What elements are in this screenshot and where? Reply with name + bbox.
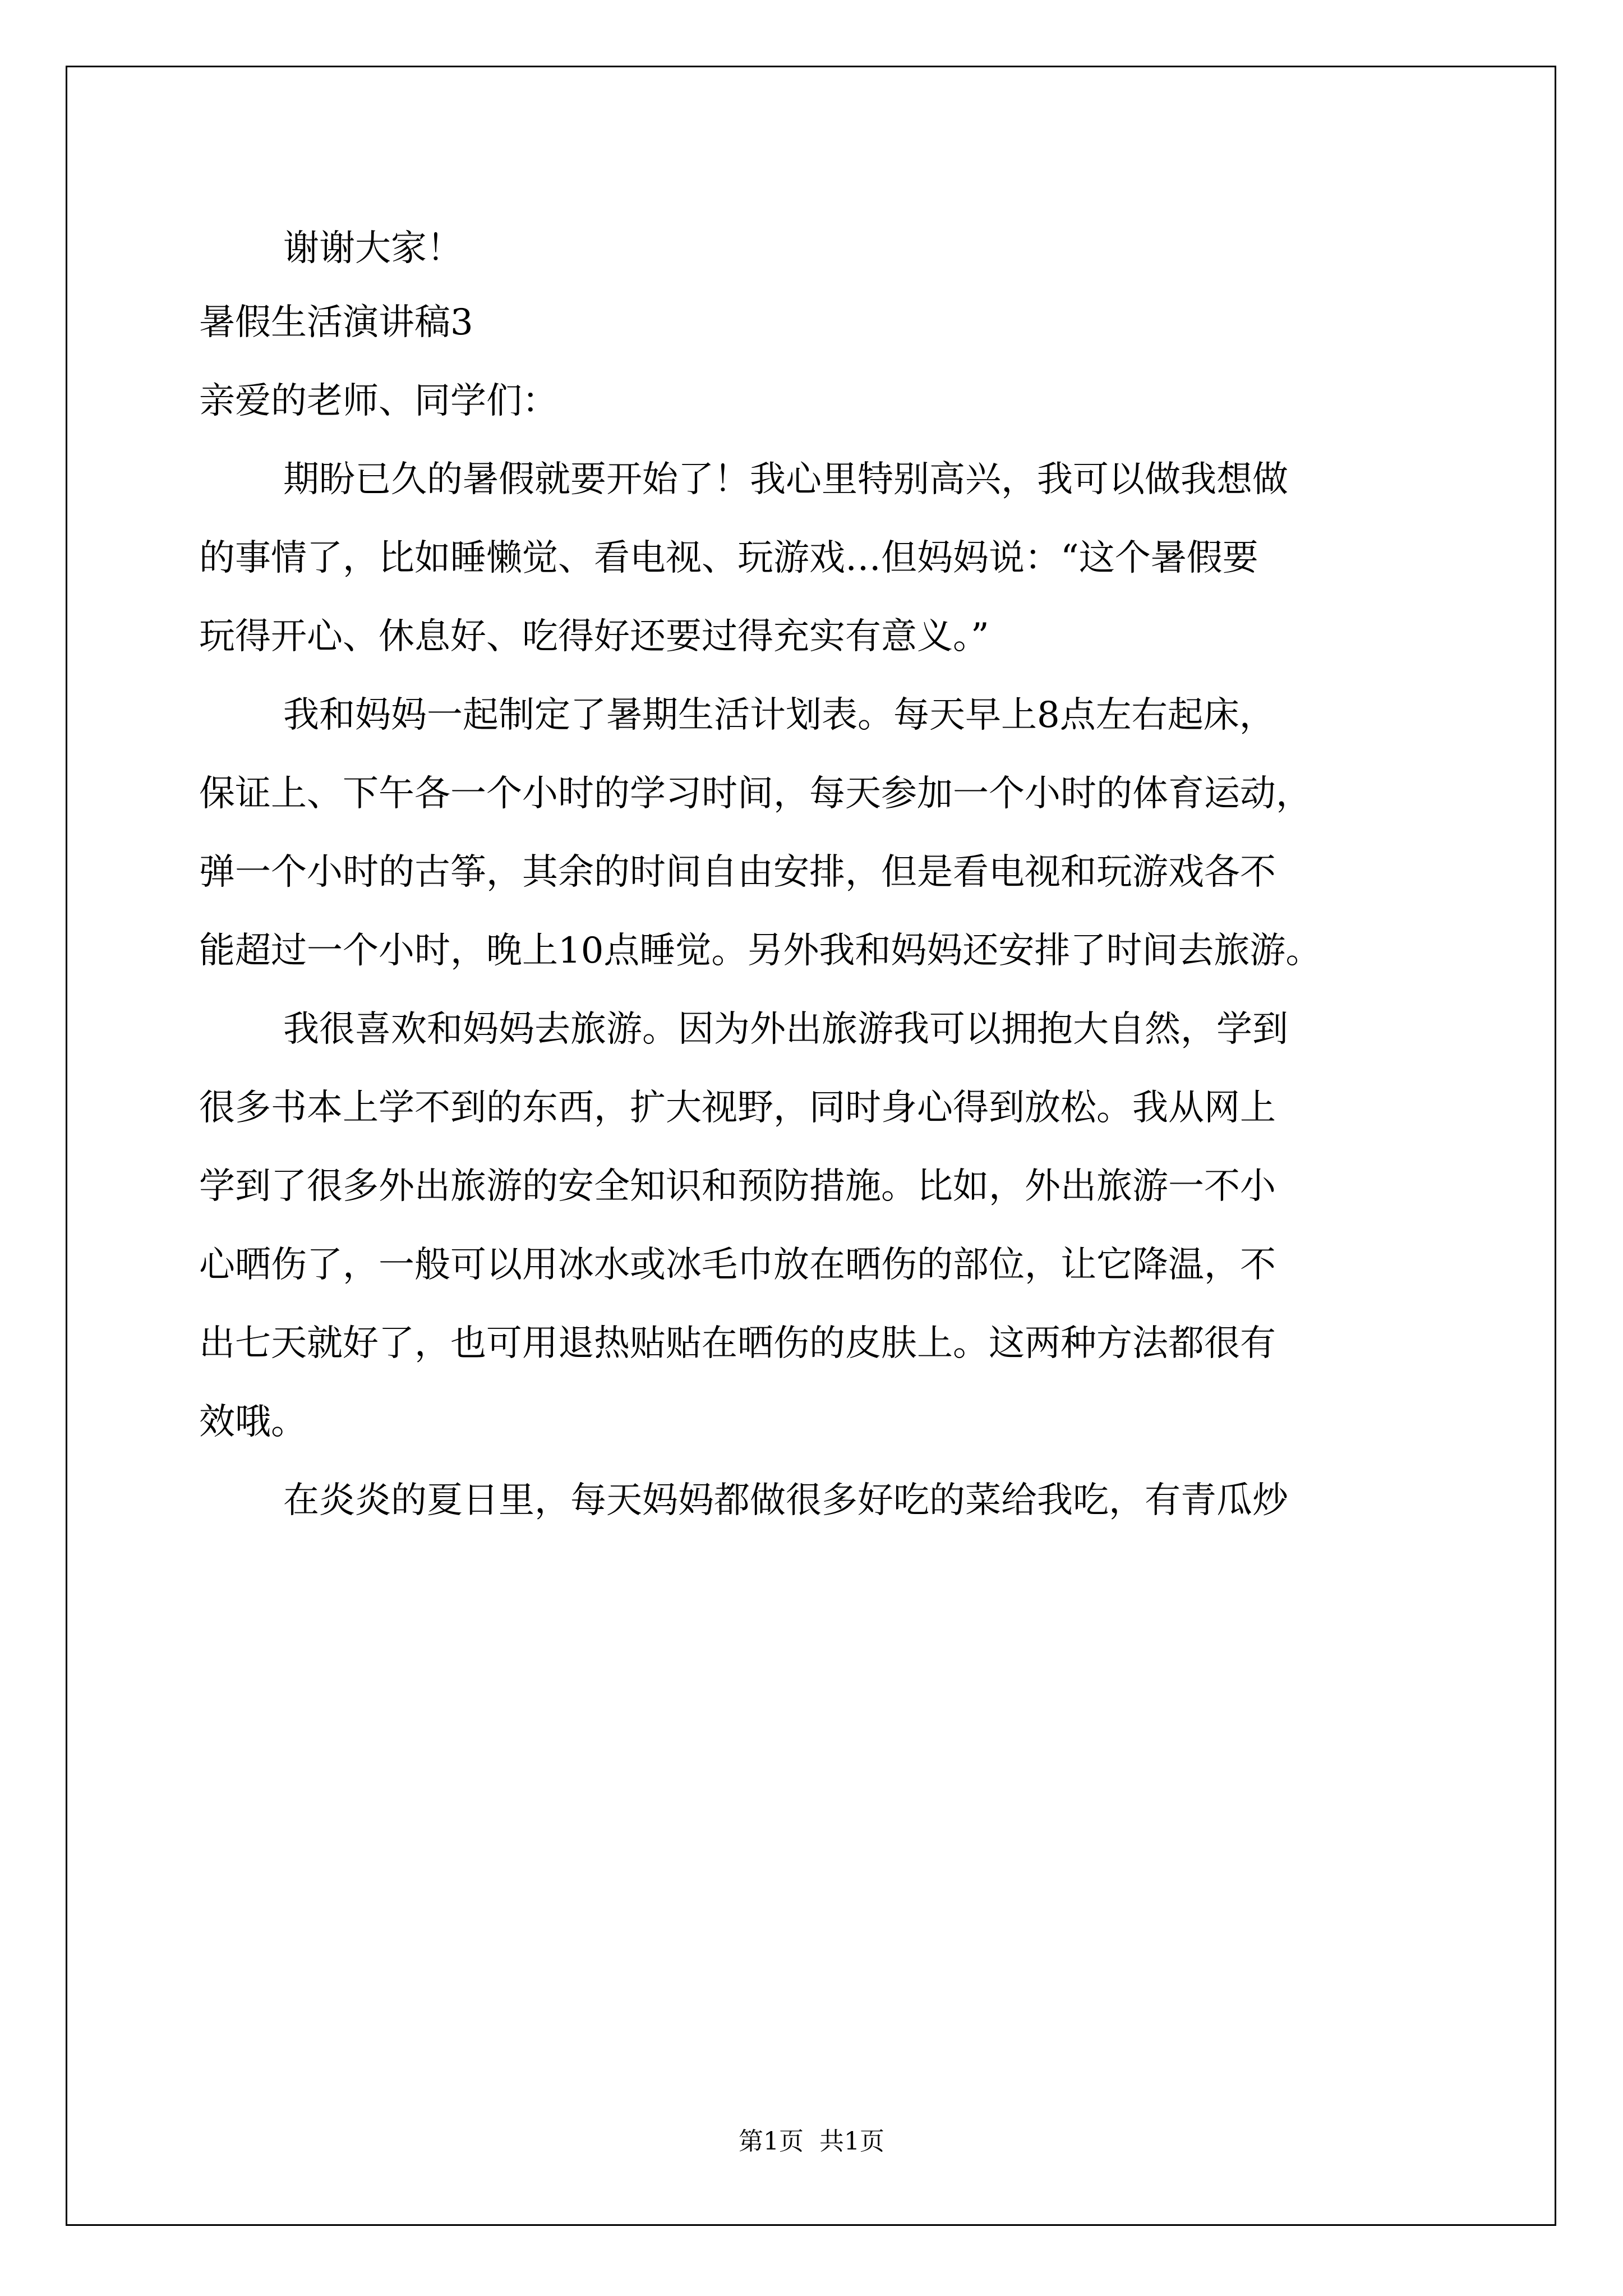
paragraph-line: 能超过一个小时，晚上10点睡觉。另外我和妈妈还安排了时间去旅游。 (199, 930, 1322, 972)
paragraph-line: 弹一个小时的古筝，其余的时间自由安排，但是看电视和玩游戏各不 (199, 852, 1276, 893)
paragraph-line: 学到了很多外出旅游的安全知识和预防措施。比如，外出旅游一不小 (199, 1166, 1276, 1207)
paragraph-line: 效哦。 (199, 1401, 307, 1443)
paragraph-line: 心晒伤了，一般可以用冰水或冰毛巾放在晒伤的部位，让它降温，不 (199, 1244, 1276, 1286)
paragraph-line: 出七天就好了，也可用退热贴贴在晒伤的皮肤上。这两种方法都很有 (199, 1323, 1276, 1364)
paragraph-line: 在炎炎的夏日里，每天妈妈都做很多好吃的菜给我吃，有青瓜炒 (283, 1480, 1288, 1521)
page-footer: 第1页 共1页 (739, 2127, 884, 2156)
paragraph-line: 我很喜欢和妈妈去旅游。因为外出旅游我可以拥抱大自然，学到 (283, 1009, 1288, 1050)
paragraph-line: 保证上、下午各一个小时的学习时间，每天参加一个小时的体育运动， (199, 773, 1312, 815)
paragraph-line: 很多书本上学不到的东西，扩大视野，同时身心得到放松。我从网上 (199, 1087, 1276, 1129)
salutation: 亲爱的老师、同学们： (199, 380, 558, 422)
paragraph-line: 期盼已久的暑假就要开始了！我心里特别高兴，我可以做我想做 (283, 459, 1288, 500)
paragraph-line: 我和妈妈一起制定了暑期生活计划表。每天早上8点左右起床， (283, 694, 1275, 736)
closing-line: 谢谢大家！ (283, 228, 463, 269)
paragraph-line: 玩得开心、休息好、吃得好还要过得充实有意义。” (199, 616, 989, 657)
section-title: 暑假生活演讲稿3 (199, 302, 473, 343)
paragraph-line: 的事情了，比如睡懒觉、看电视、玩游戏…但妈妈说：“这个暑假要 (199, 537, 1258, 579)
